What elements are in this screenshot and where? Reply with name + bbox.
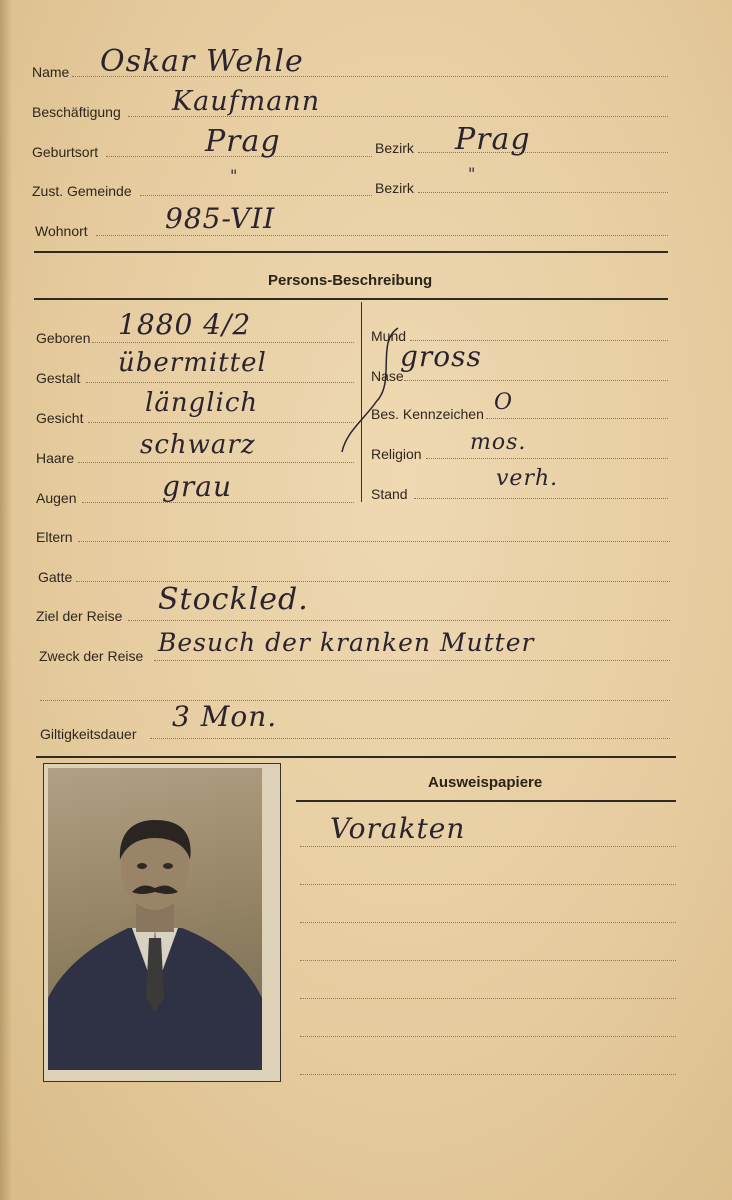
status-value: verh.: [496, 466, 559, 491]
religion-label: Religion: [371, 446, 422, 462]
description-title: Persons-Beschreibung: [268, 272, 433, 289]
municipality-label: Zust. Gemeinde: [32, 183, 132, 199]
religion-value: mos.: [470, 430, 527, 455]
portrait-illustration: [48, 768, 262, 1070]
residence-line: [96, 235, 668, 236]
parents-label: Eltern: [36, 529, 73, 545]
papers-value: Vorakten: [330, 812, 466, 845]
municipality-line: [140, 195, 372, 196]
purpose-value: Besuch der kranken Mutter: [158, 628, 535, 657]
destination-label: Ziel der Reise: [36, 608, 123, 624]
build-line: [86, 382, 354, 383]
papers-line-4: [300, 960, 676, 961]
face-value: länglich: [145, 388, 259, 418]
nose-value: gross: [400, 340, 482, 373]
destination-line: [128, 620, 670, 621]
purpose-label: Zweck der Reise: [39, 648, 144, 664]
page-edge: [0, 0, 12, 1200]
eyes-label: Augen: [36, 490, 77, 506]
brace-stroke: [336, 322, 406, 472]
build-label: Gestalt: [36, 370, 81, 386]
status-line: [414, 498, 668, 499]
religion-line: [426, 458, 668, 459]
papers-title-rule: [296, 800, 676, 802]
validity-line: [150, 738, 670, 739]
born-value: 1880 4/2: [118, 308, 252, 341]
occupation-value: Kaufmann: [172, 86, 321, 117]
face-line: [88, 422, 354, 423]
district-label: Bezirk: [375, 140, 414, 156]
papers-line-5: [300, 998, 676, 999]
district2-line: [418, 192, 668, 193]
name-value: Oskar Wehle: [100, 44, 304, 79]
marks-line: [486, 418, 668, 419]
status-label: Stand: [371, 486, 408, 502]
purpose-line-2: [40, 700, 670, 701]
born-label: Geboren: [36, 330, 91, 346]
name-label: Name: [32, 64, 70, 80]
born-line: [92, 342, 354, 343]
nose-label: Nase: [371, 368, 404, 384]
face-label: Gesicht: [36, 410, 84, 426]
birthplace-label: Geburtsort: [32, 144, 99, 160]
marks-value: O: [494, 390, 514, 415]
purpose-line: [154, 660, 670, 661]
nose-line: [404, 380, 668, 381]
papers-line-7: [300, 1074, 676, 1075]
district2-value: ": [468, 164, 477, 183]
destination-value: Stockled.: [158, 582, 309, 617]
hair-line: [78, 462, 354, 463]
eyes-value: grau: [162, 470, 233, 503]
parents-line: [78, 541, 670, 542]
papers-line-2: [300, 884, 676, 885]
description-title-rule: [34, 298, 668, 300]
marks-label: Bes. Kennzeichen: [371, 406, 484, 422]
residence-label: Wohnort: [35, 223, 88, 239]
hair-label: Haare: [36, 450, 75, 466]
validity-label: Giltigkeitsdauer: [40, 726, 137, 742]
validity-value: 3 Mon.: [172, 700, 278, 733]
district2-label: Bezirk: [375, 180, 414, 196]
portrait-photo: [48, 768, 262, 1070]
birthplace-value: Prag: [205, 124, 281, 159]
residence-value: 985-VII: [165, 202, 276, 235]
municipality-value: ": [230, 166, 239, 185]
section-divider-top: [34, 251, 668, 253]
papers-line-3: [300, 922, 676, 923]
papers-line-6: [300, 1036, 676, 1037]
section-divider-bottom: [36, 756, 676, 758]
papers-line-1: [300, 846, 676, 847]
mouth-label: Mund: [371, 328, 407, 344]
occupation-label: Beschäftigung: [32, 104, 121, 120]
build-value: übermittel: [118, 348, 267, 378]
hair-value: schwarz: [140, 430, 256, 460]
spouse-label: Gatte: [38, 569, 73, 585]
papers-title: Ausweispapiere: [428, 774, 543, 791]
district-value: Prag: [455, 122, 531, 157]
